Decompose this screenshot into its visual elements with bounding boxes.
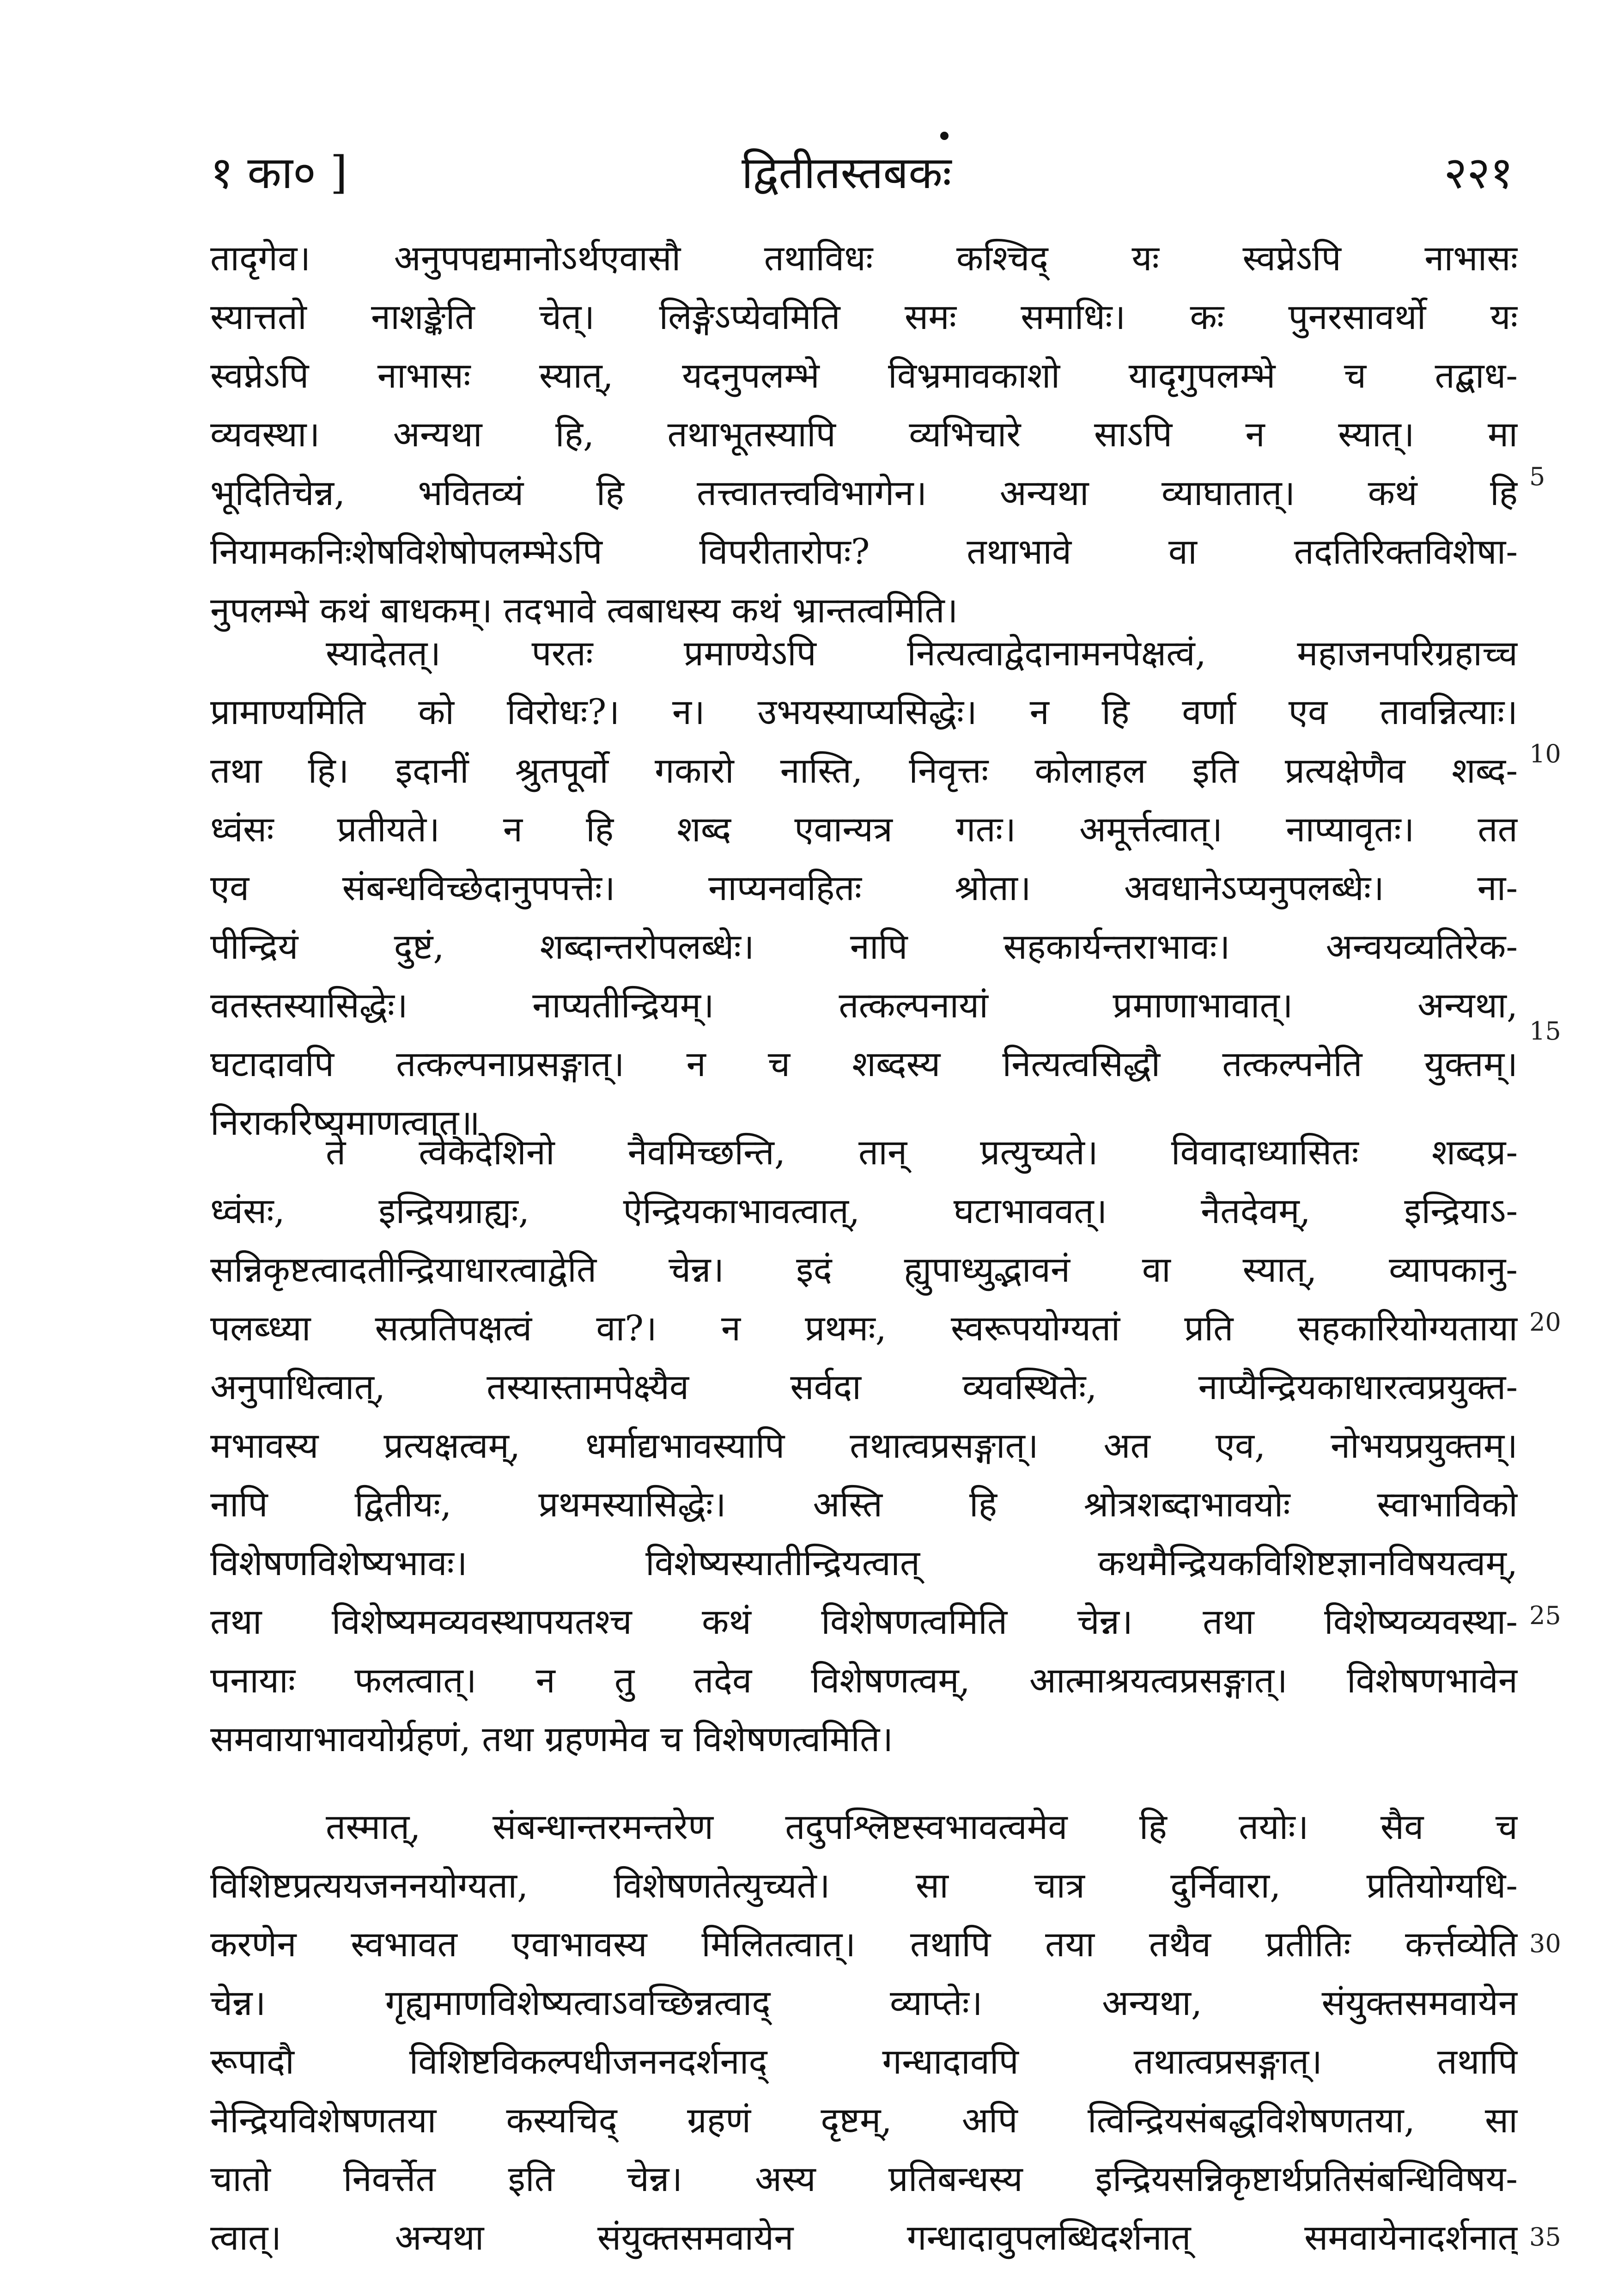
text-line: करणेन स्वभावत एवाभावस्य मिलितत्वात्। तथापि तया तथैव प्रतीतिः कर्त्तव्येति	[210, 1923, 1518, 1965]
header-running-title: द्वितीतस्तबकः	[742, 147, 952, 199]
text-line: नेन्द्रियविशेषणतया कस्यचिद् ग्रहणं दृष्टम्, अपि त्विन्द्रियसंबद्धविशेषणतया, सा	[210, 2100, 1518, 2141]
text-line: स्यादेतत्। परतः प्रमाण्येऽपि नित्यत्वाद्वेदानामनपेक्षत्वं, महाजनपरिग्रहाच्च	[326, 633, 1518, 674]
text-line: स्यात्ततो नाशङ्केति चेत्। लिङ्गेऽप्येवमिति समः समाधिः। कः पुनरसावर्थो यः	[210, 296, 1518, 337]
text-line: तादृगेव। अनुपपद्यमानोऽर्थएवासौ तथाविधः कश्चिद् यः स्वप्नेऽपि नाभासः	[210, 237, 1518, 279]
text-line: वतस्तस्यासिद्धेः। नाप्यतीन्द्रियम्। तत्कल्पनायां प्रमाणाभावात्। अन्यथा,	[210, 985, 1518, 1026]
header-folio-left: १ का० ]	[210, 147, 347, 199]
paragraph-2	[210, 624, 1518, 1152]
line-number: 15	[1529, 1016, 1561, 1046]
line-number: 20	[1529, 1308, 1561, 1337]
text-line: स्वप्नेऽपि नाभासः स्यात्, यदनुपलम्भे विभ्रमावकाशो यादृगुपलम्भे च तद्बाध-	[210, 355, 1518, 396]
text-line: पलब्ध्या सत्प्रतिपक्षत्वं वा?। न प्रथमः, स्वरूपयोग्यतां प्रति सहकारियोग्यताया	[210, 1308, 1518, 1349]
page-header	[210, 141, 1513, 201]
text-line: चातो निवर्त्तेत इति चेन्न। अस्य प्रतिबन्धस्य इन्द्रियसन्निकृष्टार्थप्रतिसंबन्धिविषय-	[210, 2158, 1518, 2199]
text-line: नापि द्वितीयः, प्रथमस्यासिद्धेः। अस्ति हि श्रोत्रशब्दाभावयोः स्वाभाविको	[210, 1484, 1518, 1525]
line-number: 35	[1529, 2222, 1561, 2252]
text-line: ते त्वेकदेशिनो नैवमिच्छन्ति, तान् प्रत्युच्यते। विवादाध्यासितः शब्दप्र-	[326, 1132, 1518, 1173]
text-line: विशेषणविशेष्यभावः। विशेष्यस्यातीन्द्रियत्वात् कथमैन्द्रियकविशिष्टज्ञानविषयत्वम्,	[210, 1542, 1518, 1583]
text-line: त्वात्। अन्यथा संयुक्तसमवायेन गन्धादावुपलब्धिदर्शनात् समवायेनादर्शनात्	[210, 2217, 1518, 2258]
line-number: 30	[1529, 1929, 1561, 1958]
text-line: सन्निकृष्टत्वादतीन्द्रियाधारत्वाद्वेति चेन्न। इदं ह्युपाध्युद्भावनं वा स्यात्, व्यापकानु-	[210, 1249, 1518, 1290]
text-line: प्रामाण्यमिति को विरोधः?। न। उभयस्याप्यसिद्धेः। न हि वर्णा एव तावन्नित्याः।	[210, 691, 1518, 732]
text-line: चेन्न। गृह्यमाणविशेष्यत्वाऽवच्छिन्नत्वाद् व्याप्तेः। अन्यथा, संयुक्तसमवायेन	[210, 1982, 1518, 2023]
paragraph-4	[210, 1797, 1518, 2267]
paragraph-3	[210, 1123, 1518, 1768]
text-line: तस्मात्, संबन्धान्तरमन्तरेण तदुपश्लिष्टस्वभावत्वमेव हि तयोः। सैव च	[326, 1806, 1518, 1847]
text-line: नुपलम्भे कथं बाधकम्। तदभावे त्वबाधस्य कथं भ्रान्तत्वमिति।	[210, 590, 958, 631]
text-line: तथा हि। इदानीं श्रुतपूर्वो गकारो नास्ति, निवृत्तः कोलाहल इति प्रत्यक्षेणैव शब्द-	[210, 750, 1518, 791]
text-line: निराकरिष्यमाणत्वात्॥	[210, 1102, 480, 1143]
text-line: एव संबन्धविच्छेदानुपपत्तेः। नाप्यनवहितः श्रोता। अवधानेऽप्यनुपलब्धेः। ना-	[210, 867, 1518, 908]
text-line: घटादावपि तत्कल्पनाप्रसङ्गात्। न च शब्दस्य नित्यत्वसिद्धौ तत्कल्पनेति युक्तम्।	[210, 1043, 1518, 1084]
line-number: 10	[1529, 739, 1561, 768]
text-line: पनायाः फलत्वात्। न तु तदेव विशेषणत्वम्, आत्माश्रयत्वप्रसङ्गात्। विशेषणभावेन	[210, 1660, 1518, 1701]
text-line: नियामकनिःशेषविशेषोपलम्भेऽपि विपरीतारोपः? तथाभावे वा तदतिरिक्तविशेषा-	[210, 531, 1518, 572]
text-line: ध्वंसः प्रतीयते। न हि शब्द एवान्यत्र गतः। अमूर्त्तत्वात्। नाप्यावृतः। तत	[210, 809, 1518, 850]
paragraph-1	[210, 229, 1518, 639]
ink-dot	[940, 132, 949, 140]
line-number: 5	[1529, 462, 1545, 491]
text-line: भूदितिचेन्न, भवितव्यं हि तत्त्वातत्त्वविभागेन। अन्यथा व्याघातात्। कथं हि	[210, 472, 1518, 513]
text-line: अनुपाधित्वात्, तस्यास्तामपेक्ष्यैव सर्वदा व्यवस्थितेः, नाप्यैन्द्रियकाधारत्वप्रयुक्त-	[210, 1366, 1518, 1407]
text-line: समवायाभावयोर्ग्रहणं, तथा ग्रहणमेव च विशेषणत्वमिति।	[210, 1718, 894, 1759]
text-line: विशिष्टप्रत्ययजननयोग्यता, विशेषणतेत्युच्यते। सा चात्र दुर्निवारा, प्रतियोग्यधि-	[210, 1865, 1518, 1906]
header-page-number: २२१	[1444, 147, 1513, 199]
text-line: ध्वंसः, इन्द्रियग्राह्यः, ऐन्द्रियकाभावत्वात्, घटाभाववत्। नैतदेवम्, इन्द्रियाऽ-	[210, 1190, 1518, 1231]
text-line: पीन्द्रियं दुष्टं, शब्दान्तरोपलब्धेः। नापि सहकार्यन्तराभावः। अन्वयव्यतिरेक-	[210, 926, 1518, 967]
text-line: रूपादौ विशिष्टविकल्पधीजननदर्शनाद् गन्धादावपि तथात्वप्रसङ्गात्। तथापि	[210, 2041, 1518, 2082]
text-line: मभावस्य प्रत्यक्षत्वम्, धर्माद्यभावस्यापि तथात्वप्रसङ्गात्। अत एव, नोभयप्रयुक्तम्।	[210, 1425, 1518, 1466]
text-line: तथा विशेष्यमव्यवस्थापयतश्च कथं विशेषणत्वमिति चेन्न। तथा विशेष्यव्यवस्था-	[210, 1601, 1518, 1642]
line-number: 25	[1529, 1601, 1561, 1630]
text-line: व्यवस्था। अन्यथा हि, तथाभूतस्यापि व्यभिचारे साऽपि न स्यात्। मा	[210, 414, 1518, 455]
